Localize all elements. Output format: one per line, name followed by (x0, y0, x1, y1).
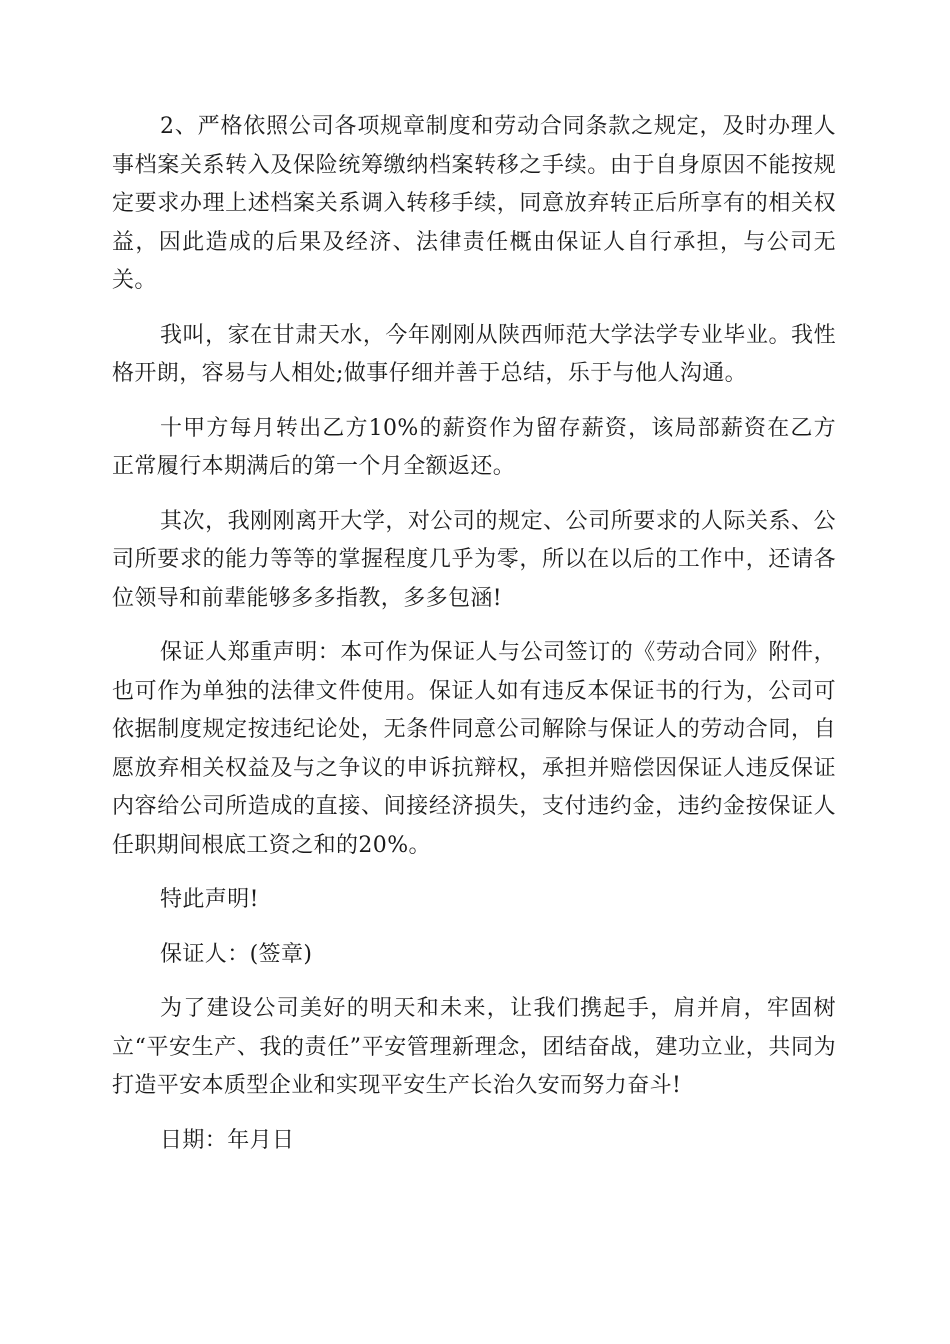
paragraph-self-introduction: 我叫，家在甘肃天水，今年刚刚从陕西师范大学法学专业毕业。我性格开朗，容易与人相处;做事仔细并善于总结，乐于与他人沟通。 (112, 322, 836, 386)
paragraph-guarantor-declaration: 保证人郑重声明：本可作为保证人与公司签订的《劳动合同》附件，也可作为单独的法律文件使用。保证人如有违反本保证书的行为，公司可依据制度规定按违纪论处，无条件同意公司解除与保证人的劳动合同，自愿放弃相关权益及与之争议的申诉抗辩权，承担并赔偿因保证人违反保证内容给公司所造成的直接、间接经济损失，支付违约金，违约金按保证人任职期间根底工资之和的20%。 (112, 640, 836, 858)
paragraph-archive-transfer: 2、严格依照公司各项规章制度和劳动合同条款之规定，及时办理人事档案关系转入及保险统筹缴纳档案转移之手续。由于自身原因不能按规定要求办理上述档案关系调入转移手续，同意放弃转正后所享有的相关权益，因此造成的后果及经济、法律责任概由保证人自行承担，与公司无关。 (112, 114, 836, 293)
paragraph-safety-commitment: 为了建设公司美好的明天和未来，让我们携起手，肩并肩，牢固树立“平安生产、我的责任”平安管理新理念，团结奋战，建功立业，共同为打造平安本质型企业和实现平安生产长治久安而努力奋斗! (112, 996, 836, 1098)
document-body (112, 108, 836, 1176)
paragraph-guarantor-signature: 保证人：(签章) (160, 941, 313, 967)
paragraph-request-guidance: 其次，我刚刚离开大学，对公司的规定、公司所要求的人际关系、公司所要求的能力等等的掌握程度几乎为零，所以在以后的工作中，还请各位领导和前辈能够多多指教，多多包涵! (112, 508, 836, 611)
paragraph-hereby-declare: 特此声明! (160, 887, 259, 912)
paragraph-date: 日期：年月日 (160, 1127, 295, 1153)
paragraph-retained-salary: 十甲方每月转出乙方10%的薪资作为留存薪资，该局部薪资在乙方正常履行本期满后的第一个月全额返还。 (112, 415, 836, 479)
